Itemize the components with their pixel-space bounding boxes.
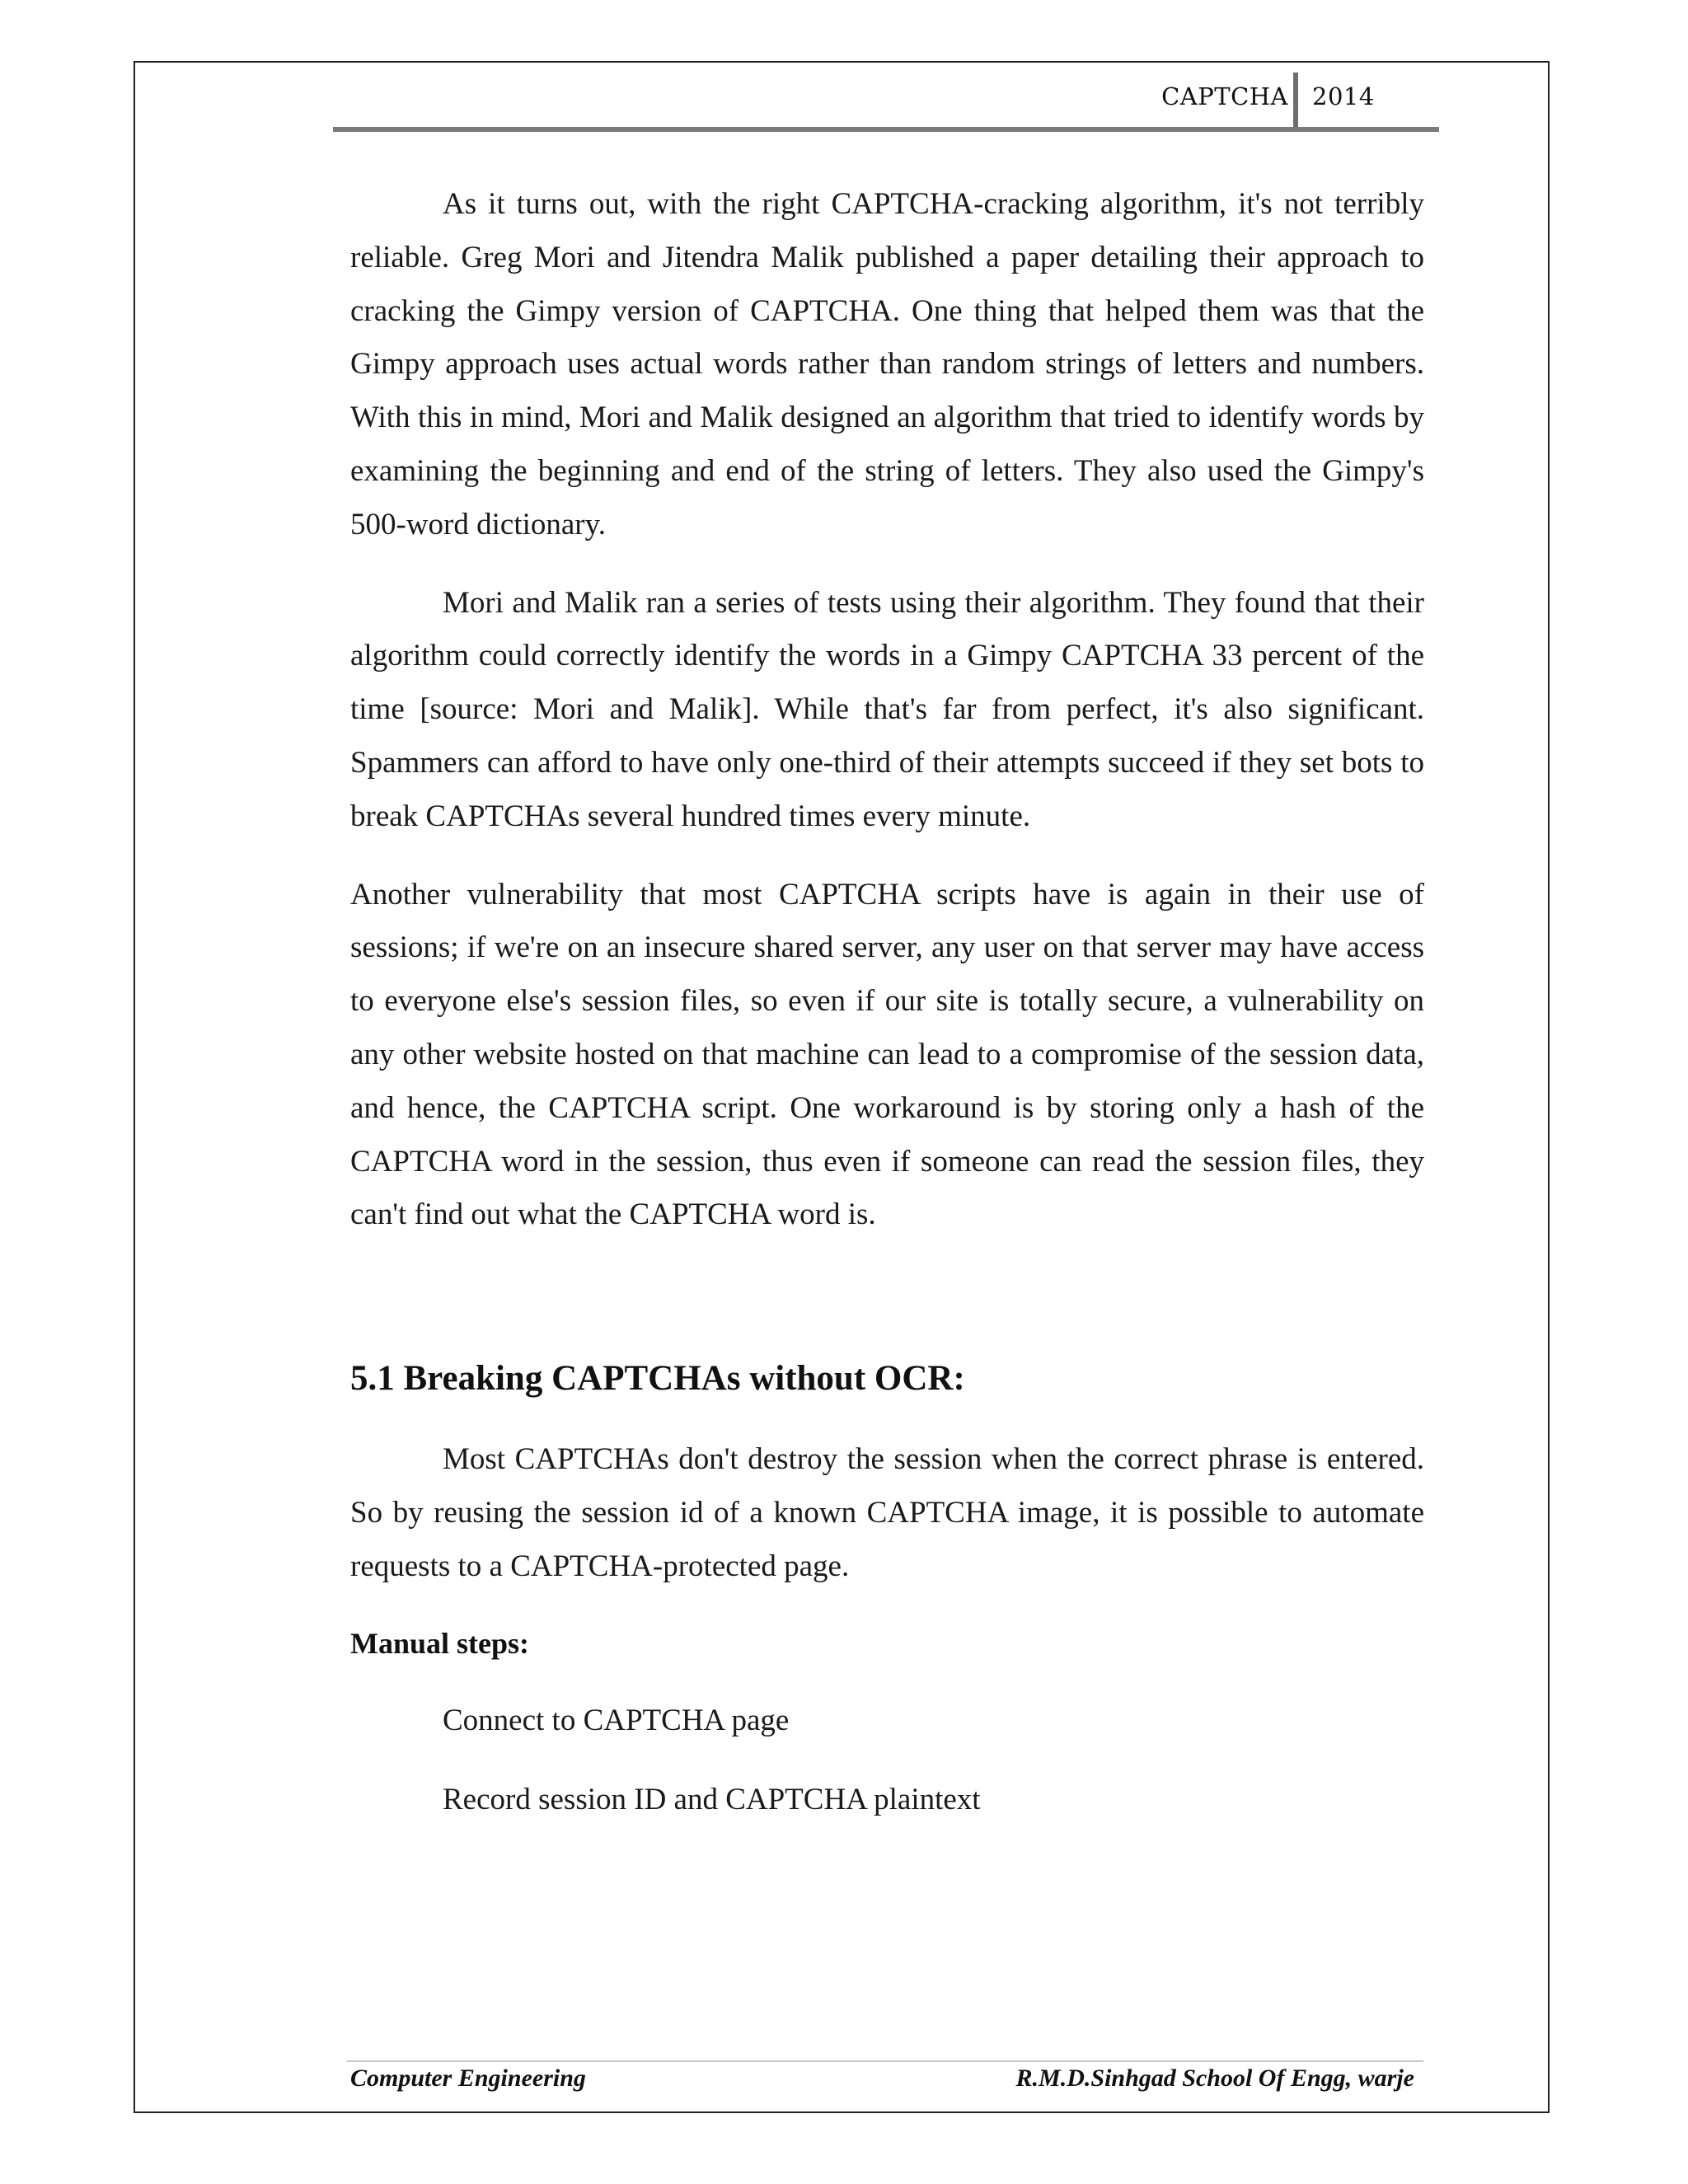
footer-rule [347,2060,1423,2062]
manual-steps-heading: Manual steps: [350,1626,530,1660]
page-content [350,178,1424,1825]
paragraph-session-reuse: Most CAPTCHAs don't destroy the session when the correct phrase is entered. So by reusing the session id of a known CAPTCHA image, it is possible to automate requests to a CAPTCHA-protected page. [350,1442,1424,1583]
paragraph-mori-malik-tests: Mori and Malik ran a series of tests using their algorithm. They found that their algorithm could correctly identify the words in a Gimpy CAPTCHA 33 percent of the time [source: Mori and Malik]. While that's far from perfect, it's also significant. Spammers can afford to have only one-third of their attempts succeed if they set bots to break CAPTCHAs several hundred times every minute. [350,585,1424,833]
header-rule [333,127,1439,132]
page-header [333,69,1439,135]
header-divider [1293,73,1298,127]
header-title: CAPTCHA [1161,82,1288,110]
paragraph-session-vulnerability: Another vulnerability that most CAPTCHA scripts have is again in their use of sessions; if we're on an insecure shared server, any user on that server may have access to everyone else's session files, so even if our site is totally secure, a vulnerability on any other website hosted on that machine can lead to a compromise of the session data, and hence, the CAPTCHA script. One workaround is by storing only a hash of the CAPTCHA word in the session, thus even if someone can read the session files, they can't find out what the CAPTCHA word is. [350,877,1424,1232]
footer-department: Computer Engineering [350,2064,586,2092]
header-year: 2014 [1312,82,1375,110]
manual-step: Record session ID and CAPTCHA plaintext [443,1782,981,1816]
manual-step: Connect to CAPTCHA page [443,1703,790,1737]
paragraph-gimpy-cracking: As it turns out, with the right CAPTCHA-cracking algorithm, it's not terribly reliable. Greg Mori and Jitendra Malik published a paper detailing their approach to cracking the Gimpy version of CAPTCHA. One thing that helped them was that the Gimpy approach uses actual words rather than random strings of letters and numbers. With this in mind, Mori and Malik designed an algorithm that tried to identify words by examining the beginning and end of the string of letters. They also used the Gimpy's 500-word dictionary. [350,187,1424,541]
section-heading: 5.1 Breaking CAPTCHAs without OCR: [350,1359,965,1399]
footer-institution: R.M.D.Sinhgad School Of Engg, warje [1015,2064,1414,2092]
